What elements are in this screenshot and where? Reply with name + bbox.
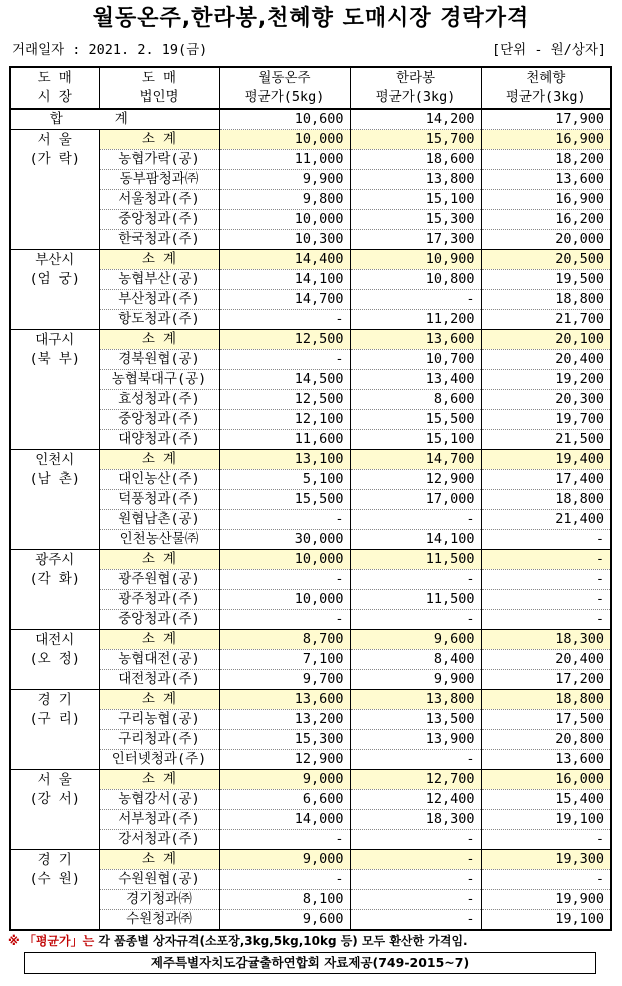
price-cell: 5,100 bbox=[219, 470, 350, 490]
price-cell: 8,100 bbox=[219, 890, 350, 910]
price-cell: 9,000 bbox=[219, 850, 350, 870]
price-cell: - bbox=[481, 830, 611, 850]
price-cell: 19,700 bbox=[481, 410, 611, 430]
corp-name: 대양청과(주) bbox=[99, 430, 219, 450]
price-cell: 18,300 bbox=[350, 810, 481, 830]
price-cell: 12,900 bbox=[350, 470, 481, 490]
price-cell: - bbox=[481, 530, 611, 550]
price-cell: - bbox=[481, 590, 611, 610]
price-cell: 17,200 bbox=[481, 670, 611, 690]
corp-name: 강서청과(주) bbox=[99, 830, 219, 850]
price-cell: 11,200 bbox=[350, 310, 481, 330]
total-label: 합계 bbox=[10, 109, 219, 130]
price-cell: 20,000 bbox=[481, 230, 611, 250]
total-value: 17,900 bbox=[481, 109, 611, 130]
price-cell: 12,400 bbox=[350, 790, 481, 810]
market-name: 서 울 (가 락) bbox=[10, 130, 99, 250]
table-row bbox=[10, 470, 611, 490]
price-cell: - bbox=[350, 510, 481, 530]
subtotal-row bbox=[10, 630, 611, 650]
table-header-row bbox=[10, 67, 611, 109]
price-cell: 18,800 bbox=[481, 690, 611, 710]
table-row bbox=[10, 150, 611, 170]
price-cell: - bbox=[219, 870, 350, 890]
corp-name: 농협가락(공) bbox=[99, 150, 219, 170]
price-cell: 20,400 bbox=[481, 650, 611, 670]
subtotal-row bbox=[10, 770, 611, 790]
subtotal-row bbox=[10, 130, 611, 150]
price-cell: 15,400 bbox=[481, 790, 611, 810]
price-cell: 11,500 bbox=[350, 590, 481, 610]
corp-name: 덕풍청과(주) bbox=[99, 490, 219, 510]
corp-name: 경기청과㈜ bbox=[99, 890, 219, 910]
table-row bbox=[10, 350, 611, 370]
price-cell: 14,700 bbox=[350, 450, 481, 470]
market-name: 대전시 (오 정) bbox=[10, 630, 99, 690]
price-cell: 14,000 bbox=[219, 810, 350, 830]
price-cell: 9,700 bbox=[219, 670, 350, 690]
price-cell: 15,500 bbox=[350, 410, 481, 430]
price-cell: - bbox=[219, 310, 350, 330]
price-cell: - bbox=[350, 750, 481, 770]
table-row bbox=[10, 290, 611, 310]
price-cell: 12,500 bbox=[219, 390, 350, 410]
price-cell: 9,900 bbox=[219, 170, 350, 190]
price-cell: 19,500 bbox=[481, 270, 611, 290]
total-row bbox=[10, 109, 611, 130]
price-cell: 10,000 bbox=[219, 130, 350, 150]
header-hallabong: 한라봉 평균가(3kg) bbox=[350, 67, 481, 109]
price-cell: 14,500 bbox=[219, 370, 350, 390]
corp-name: 중앙청과(주) bbox=[99, 610, 219, 630]
subtotal-row bbox=[10, 690, 611, 710]
table-row bbox=[10, 590, 611, 610]
corp-name: 소 계 bbox=[99, 250, 219, 270]
price-cell: 18,200 bbox=[481, 150, 611, 170]
price-cell: 12,100 bbox=[219, 410, 350, 430]
corp-name: 광주청과(주) bbox=[99, 590, 219, 610]
price-cell: 10,900 bbox=[350, 250, 481, 270]
price-cell: 19,300 bbox=[481, 850, 611, 870]
price-cell: 21,500 bbox=[481, 430, 611, 450]
corp-name: 소 계 bbox=[99, 450, 219, 470]
price-cell: 14,100 bbox=[350, 530, 481, 550]
price-cell: 16,000 bbox=[481, 770, 611, 790]
price-cell: 7,100 bbox=[219, 650, 350, 670]
price-cell: 16,900 bbox=[481, 130, 611, 150]
corp-name: 소 계 bbox=[99, 130, 219, 150]
subtotal-row bbox=[10, 450, 611, 470]
corp-name: 원협남촌(공) bbox=[99, 510, 219, 530]
price-cell: 13,800 bbox=[350, 690, 481, 710]
total-value: 10,600 bbox=[219, 109, 350, 130]
price-cell: 14,700 bbox=[219, 290, 350, 310]
corp-name: 한국청과(주) bbox=[99, 230, 219, 250]
price-cell: 9,600 bbox=[219, 910, 350, 931]
table-row bbox=[10, 170, 611, 190]
table-row bbox=[10, 430, 611, 450]
price-cell: 10,000 bbox=[219, 210, 350, 230]
table-row bbox=[10, 710, 611, 730]
corp-name: 부산청과(주) bbox=[99, 290, 219, 310]
corp-name: 농협부산(공) bbox=[99, 270, 219, 290]
price-cell: 19,200 bbox=[481, 370, 611, 390]
price-cell: 19,400 bbox=[481, 450, 611, 470]
price-cell: 15,700 bbox=[350, 130, 481, 150]
price-cell: 15,300 bbox=[219, 730, 350, 750]
price-cell: 20,300 bbox=[481, 390, 611, 410]
page-title: 월동온주,한라봉,천혜향 도매시장 경락가격 bbox=[92, 6, 530, 31]
price-cell: 20,400 bbox=[481, 350, 611, 370]
header-market: 도 매 시 장 bbox=[10, 67, 99, 109]
table-row bbox=[10, 410, 611, 430]
corp-name: 항도청과(주) bbox=[99, 310, 219, 330]
table-row bbox=[10, 890, 611, 910]
unit-label: [단위 - 원/상자] bbox=[492, 42, 606, 58]
corp-name: 대전청과(주) bbox=[99, 670, 219, 690]
table-row bbox=[10, 390, 611, 410]
corp-name: 소 계 bbox=[99, 850, 219, 870]
corp-name: 인터넷청과(주) bbox=[99, 750, 219, 770]
corp-name: 소 계 bbox=[99, 690, 219, 710]
price-cell: 13,600 bbox=[219, 690, 350, 710]
price-cell: 18,300 bbox=[481, 630, 611, 650]
price-cell: - bbox=[350, 910, 481, 931]
table-row bbox=[10, 490, 611, 510]
subtotal-row bbox=[10, 850, 611, 870]
corp-name: 중앙청과(주) bbox=[99, 210, 219, 230]
price-cell: 19,100 bbox=[481, 810, 611, 830]
table-row bbox=[10, 790, 611, 810]
corp-name: 효성청과(주) bbox=[99, 390, 219, 410]
corp-name: 소 계 bbox=[99, 550, 219, 570]
corp-name: 구리청과(주) bbox=[99, 730, 219, 750]
price-cell: 19,900 bbox=[481, 890, 611, 910]
table-row bbox=[10, 190, 611, 210]
price-cell: 8,400 bbox=[350, 650, 481, 670]
corp-name: 중앙청과(주) bbox=[99, 410, 219, 430]
table-row bbox=[10, 610, 611, 630]
price-cell: - bbox=[219, 830, 350, 850]
price-cell: 17,400 bbox=[481, 470, 611, 490]
corp-name: 수원원협(공) bbox=[99, 870, 219, 890]
price-cell: 11,500 bbox=[350, 550, 481, 570]
corp-name: 소 계 bbox=[99, 330, 219, 350]
price-cell: 8,600 bbox=[350, 390, 481, 410]
table-row bbox=[10, 530, 611, 550]
table-row bbox=[10, 910, 611, 931]
price-cell: 14,400 bbox=[219, 250, 350, 270]
price-cell: 15,300 bbox=[350, 210, 481, 230]
corp-name: 수원청과㈜ bbox=[99, 910, 219, 931]
price-cell: 17,500 bbox=[481, 710, 611, 730]
price-cell: 18,600 bbox=[350, 150, 481, 170]
table-row bbox=[10, 870, 611, 890]
price-cell: - bbox=[219, 570, 350, 590]
price-cell: 15,100 bbox=[350, 190, 481, 210]
market-name: 경 기 (수 원) bbox=[10, 850, 99, 931]
trade-date: 거래일자 : 2021. 2. 19(금) bbox=[12, 42, 208, 58]
market-name: 인천시 (남 촌) bbox=[10, 450, 99, 550]
corp-name: 광주원협(공) bbox=[99, 570, 219, 590]
total-value: 14,200 bbox=[350, 109, 481, 130]
price-cell: 18,800 bbox=[481, 490, 611, 510]
price-cell: 10,300 bbox=[219, 230, 350, 250]
price-cell: 18,800 bbox=[481, 290, 611, 310]
subtotal-row bbox=[10, 250, 611, 270]
price-cell: - bbox=[350, 870, 481, 890]
price-cell: - bbox=[350, 610, 481, 630]
price-cell: 13,600 bbox=[481, 750, 611, 770]
price-cell: - bbox=[481, 570, 611, 590]
header-corp: 도 매 법인명 bbox=[99, 67, 219, 109]
price-cell: - bbox=[350, 830, 481, 850]
price-cell: 15,100 bbox=[350, 430, 481, 450]
price-cell: 13,900 bbox=[350, 730, 481, 750]
price-cell: 13,600 bbox=[481, 170, 611, 190]
price-cell: 10,700 bbox=[350, 350, 481, 370]
source-box: 제주특별자치도감귤출하연합회 자료제공(749-2015~7) bbox=[24, 952, 596, 974]
price-cell: 12,900 bbox=[219, 750, 350, 770]
price-cell: 9,800 bbox=[219, 190, 350, 210]
corp-name: 동부팜청과㈜ bbox=[99, 170, 219, 190]
price-cell: 14,100 bbox=[219, 270, 350, 290]
table-row bbox=[10, 830, 611, 850]
price-cell: 13,400 bbox=[350, 370, 481, 390]
market-name: 대구시 (북 부) bbox=[10, 330, 99, 450]
price-cell: 17,000 bbox=[350, 490, 481, 510]
corp-name: 경북원협(공) bbox=[99, 350, 219, 370]
price-cell: 9,600 bbox=[350, 630, 481, 650]
price-cell: - bbox=[219, 350, 350, 370]
price-cell: 30,000 bbox=[219, 530, 350, 550]
price-cell: - bbox=[350, 290, 481, 310]
corp-name: 소 계 bbox=[99, 770, 219, 790]
table-row bbox=[10, 810, 611, 830]
price-table bbox=[9, 66, 612, 931]
price-cell: 20,800 bbox=[481, 730, 611, 750]
price-cell: 9,000 bbox=[219, 770, 350, 790]
corp-name: 농협북대구(공) bbox=[99, 370, 219, 390]
price-cell: 11,000 bbox=[219, 150, 350, 170]
table-row bbox=[10, 270, 611, 290]
market-name: 서 울 (강 서) bbox=[10, 770, 99, 850]
price-cell: 12,500 bbox=[219, 330, 350, 350]
table-row bbox=[10, 230, 611, 250]
price-cell: 20,100 bbox=[481, 330, 611, 350]
price-cell: 13,500 bbox=[350, 710, 481, 730]
price-cell: - bbox=[481, 610, 611, 630]
header-winter-mandarin: 월동온주 평균가(5kg) bbox=[219, 67, 350, 109]
corp-name: 소 계 bbox=[99, 630, 219, 650]
price-cell: 6,600 bbox=[219, 790, 350, 810]
price-cell: 12,700 bbox=[350, 770, 481, 790]
table-row bbox=[10, 310, 611, 330]
corp-name: 농협강서(공) bbox=[99, 790, 219, 810]
price-cell: 16,900 bbox=[481, 190, 611, 210]
price-cell: - bbox=[219, 510, 350, 530]
corp-name: 서울청과(주) bbox=[99, 190, 219, 210]
price-cell: - bbox=[219, 610, 350, 630]
price-cell: 10,000 bbox=[219, 550, 350, 570]
price-cell: 15,500 bbox=[219, 490, 350, 510]
price-cell: - bbox=[350, 890, 481, 910]
price-cell: 10,800 bbox=[350, 270, 481, 290]
corp-name: 구리농협(공) bbox=[99, 710, 219, 730]
table-row bbox=[10, 650, 611, 670]
price-cell: 8,700 bbox=[219, 630, 350, 650]
table-row bbox=[10, 210, 611, 230]
price-cell: 20,500 bbox=[481, 250, 611, 270]
subtotal-row bbox=[10, 550, 611, 570]
price-cell: - bbox=[481, 550, 611, 570]
price-cell: 19,100 bbox=[481, 910, 611, 931]
subtotal-row bbox=[10, 330, 611, 350]
price-cell: 13,800 bbox=[350, 170, 481, 190]
footnote: ※ 「평균가」는 각 품종별 상자규격(소포장,3kg,5kg,10kg 등) 모두 환산한 가격임. bbox=[8, 934, 468, 948]
market-name: 부산시 (엄 궁) bbox=[10, 250, 99, 330]
price-cell: 16,200 bbox=[481, 210, 611, 230]
table-row bbox=[10, 670, 611, 690]
price-cell: - bbox=[350, 850, 481, 870]
table-row bbox=[10, 570, 611, 590]
market-name: 경 기 (구 리) bbox=[10, 690, 99, 770]
table-row bbox=[10, 730, 611, 750]
market-name: 광주시 (각 화) bbox=[10, 550, 99, 630]
price-cell: 21,700 bbox=[481, 310, 611, 330]
price-cell: 10,000 bbox=[219, 590, 350, 610]
corp-name: 인천농산물㈜ bbox=[99, 530, 219, 550]
table-row bbox=[10, 510, 611, 530]
corp-name: 대인농산(주) bbox=[99, 470, 219, 490]
price-cell: 13,100 bbox=[219, 450, 350, 470]
price-cell: 13,600 bbox=[350, 330, 481, 350]
price-cell: 9,900 bbox=[350, 670, 481, 690]
corp-name: 서부청과(주) bbox=[99, 810, 219, 830]
price-cell: 13,200 bbox=[219, 710, 350, 730]
price-cell: 11,600 bbox=[219, 430, 350, 450]
price-cell: - bbox=[481, 870, 611, 890]
table-row bbox=[10, 370, 611, 390]
price-cell: 17,300 bbox=[350, 230, 481, 250]
price-cell: - bbox=[350, 570, 481, 590]
price-cell: 21,400 bbox=[481, 510, 611, 530]
header-cheonhyehyang: 천혜향 평균가(3kg) bbox=[481, 67, 611, 109]
corp-name: 농협대전(공) bbox=[99, 650, 219, 670]
table-row bbox=[10, 750, 611, 770]
